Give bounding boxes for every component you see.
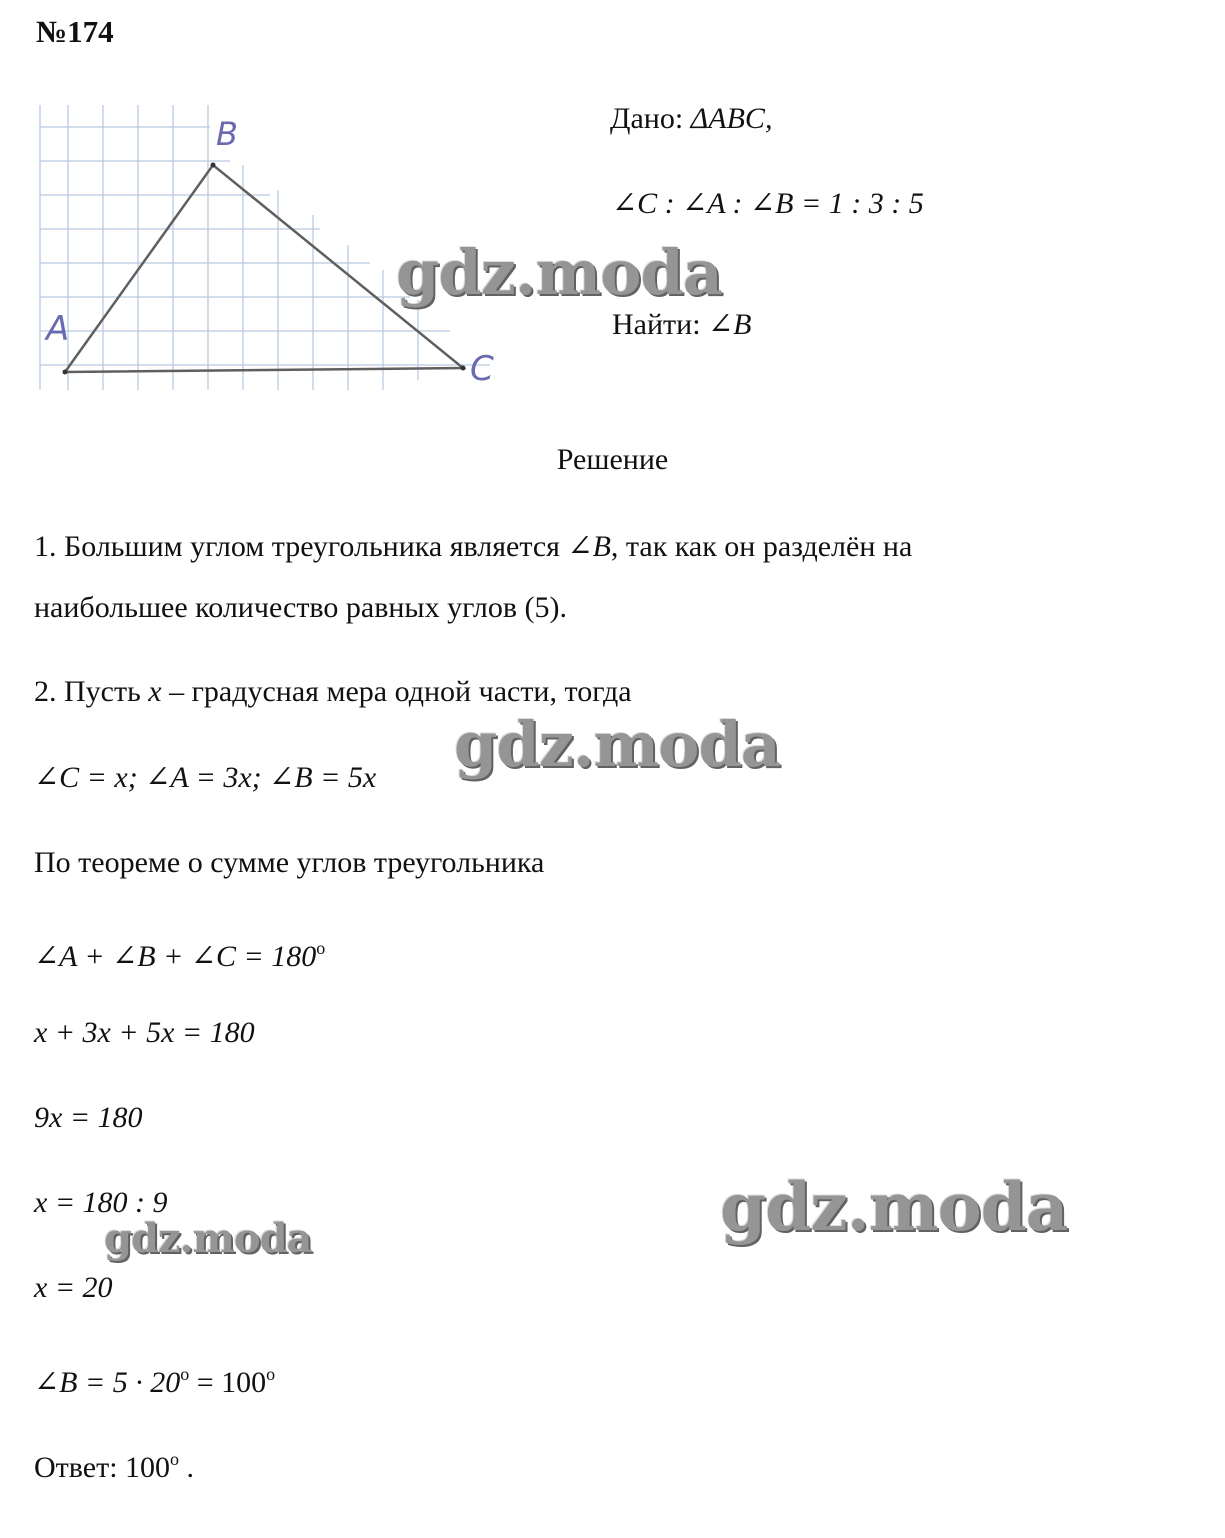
equation-1: x + 3x + 5x = 180 — [34, 1016, 255, 1049]
vertex-label-c: C — [470, 349, 494, 389]
equation-3: x = 180 : 9 — [34, 1186, 168, 1219]
result-equation: ∠B = $5 \cdot 20^o = 100^o$ — [34, 1364, 276, 1399]
theorem-line: По теореме о сумме углов треугольника — [34, 846, 545, 879]
angle-expressions: ∠C = x; ∠A = 3x; ∠B = 5x — [34, 761, 377, 794]
vertex-label-b: B — [216, 115, 238, 153]
watermark-1: gdz.moda — [396, 236, 722, 309]
vertex-b-dot — [211, 163, 216, 168]
solution-heading: Решение — [556, 443, 669, 476]
step-1-line-1: 1. Большим углом треугольника является ∠B, так как он разделён на — [34, 530, 913, 563]
step-1-line-2: наибольшее количество равных углов (5). — [34, 591, 567, 624]
watermark-3: gdz.moda — [720, 1168, 1068, 1246]
problem-number: №174 — [36, 14, 114, 49]
equation-4: x = 20 — [34, 1271, 113, 1304]
answer-line: Ответ: 100$^o$ . — [34, 1449, 195, 1484]
watermark-2: gdz.moda — [454, 708, 780, 781]
vertex-a-dot — [63, 370, 68, 375]
watermark-4: gdz.moda — [104, 1215, 312, 1262]
find-line: Найти: ∠B — [612, 308, 752, 341]
given-line: Дано: ΔABC, — [610, 102, 773, 135]
ratio-line: ∠C : ∠A : ∠B = 1 : 3 : 5 — [612, 187, 924, 220]
angle-sum-equation: ∠A + ∠B + ∠C = $180^o$ — [34, 938, 326, 973]
step-2-line: 2. Пусть x – градусная мера одной части, тогда — [34, 675, 632, 708]
vertex-label-a: A — [46, 309, 70, 349]
equation-2: 9x = 180 — [34, 1101, 143, 1134]
vertex-c-dot — [461, 366, 466, 371]
